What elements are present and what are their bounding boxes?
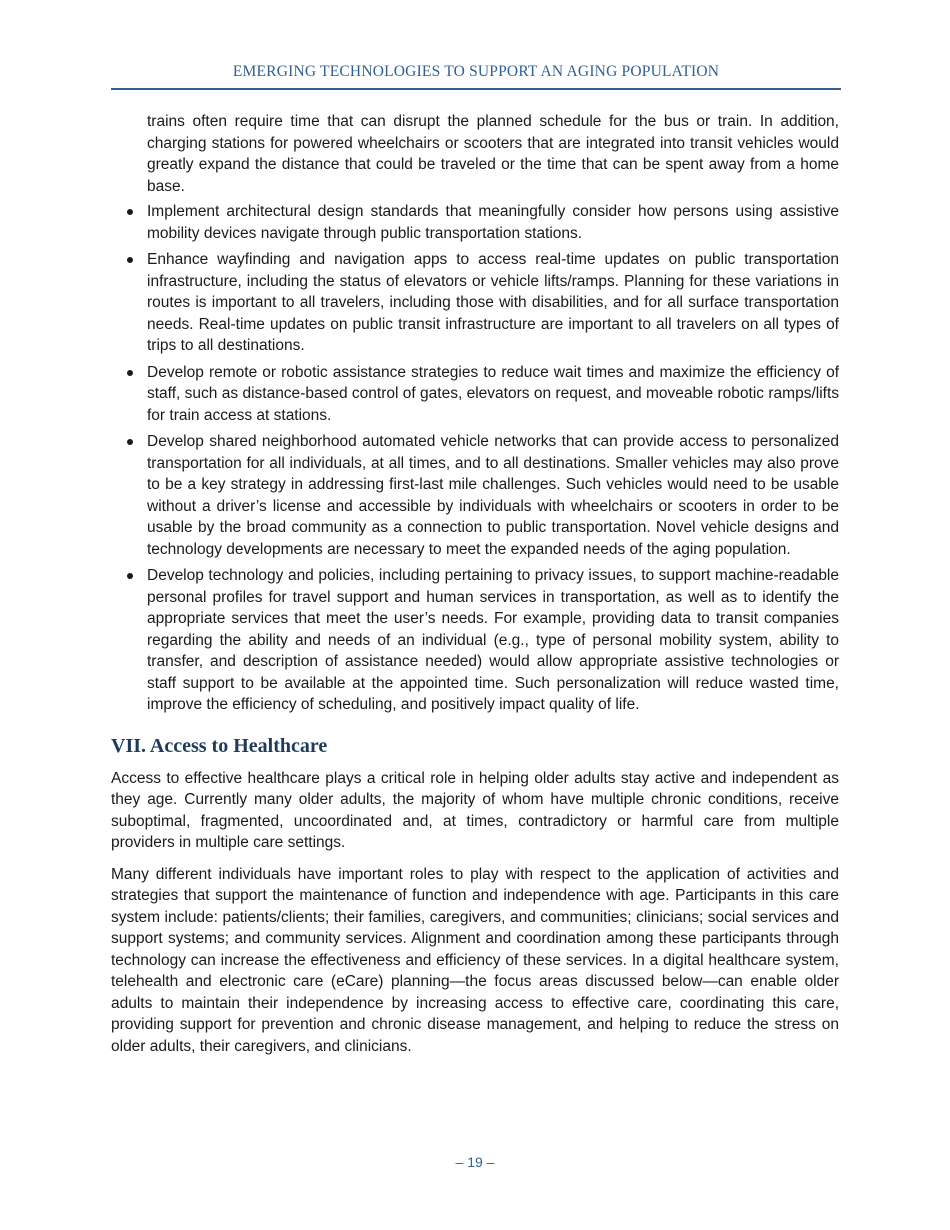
page-content: [111, 111, 839, 1067]
list-item: [111, 201, 839, 244]
page-number: – 19 –: [455, 1154, 495, 1170]
bullet-icon: [127, 439, 133, 445]
body-paragraph: Many different individuals have important roles to play with respect to the application of activities and strategies that support the maintenance of function and independence with age. Participants in this care system include: patients/clients; their families, caregivers, and communities; clinicians; social services and support systems; and community services. Alignment and coordination among these participants through technology can increase the effectiveness and efficiency of these services. In a digital healthcare system, telehealth and electronic care (eCare) planning—the focus areas discussed below—can enable older adults to maintain their independence by increasing access to effective care, coordinating this care, providing support for prevention and chronic disease management, and helping to reduce the stress on older adults, their caregivers, and clinicians.: [111, 865, 839, 1055]
body-paragraph: Access to effective healthcare plays a critical role in helping older adults stay active and independent as they age. Currently many older adults, the majority of whom have multiple chronic conditions, receive suboptimal, fragmented, uncoordinated and, at times, contradictory or harmful care from multiple providers in multiple care settings.: [111, 769, 839, 851]
bullet-icon: [127, 573, 133, 579]
bullet-icon: [127, 370, 133, 376]
list-item-text: Develop remote or robotic assistance strategies to reduce wait times and maximize the efficiency of staff, such as distance-based control of gates, elevators on request, and moveable robotic ramps/lifts for train access at stations.: [147, 363, 839, 424]
list-item-text: Develop technology and policies, including pertaining to privacy issues, to support machine-readable personal profiles for travel support and human services in transportation, as well as to identify the appropriate services that meet the user’s needs. For example, providing data to transit companies regarding the ability and needs of an individual (e.g., type of personal mobility system, ability to transfer, and description of assistance needed) would allow appropriate assistive technologies or staff support to be available at the appointed time. Such personalization will reduce wasted time, improve the efficiency of scheduling, and positively impact quality of life.: [147, 567, 839, 713]
list-item-text: Enhance wayfinding and navigation apps to access real-time updates on public transportation infrastructure, including the status of elevators or vehicle lifts/ramps. Planning for these variations in routes is important to all travelers, including those with disabilities, and for all surface transportation needs. Real-time updates on public transit infrastructure are important to all travelers on all types of trips to all destinations.: [147, 251, 839, 354]
list-item: [111, 431, 839, 560]
bullet-icon: [127, 209, 133, 215]
section-heading: VII. Access to Healthcare: [111, 734, 328, 757]
list-item: [111, 249, 839, 357]
running-header: EMERGING TECHNOLOGIES TO SUPPORT AN AGING POPULATION: [232, 63, 720, 80]
list-item: [111, 362, 839, 427]
list-item-text: Implement architectural design standards that meaningfully consider how persons using assistive mobility devices navigate through public transportation stations.: [147, 203, 839, 242]
recommendation-list: [111, 201, 839, 716]
header-rule: [111, 88, 841, 90]
bullet-icon: [127, 257, 133, 263]
continuation-paragraph: trains often require time that can disrupt the planned schedule for the bus or train. In addition, charging stations for powered wheelchairs or scooters that are integrated into transit vehicles would greatly expand the distance that could be traveled or the time that can be spent away from a home base.: [147, 113, 839, 195]
list-item-text: Develop shared neighborhood automated vehicle networks that can provide access to personalized transportation for all individuals, at all times, and to all destinations. Smaller vehicles may also prove to be a key strategy in addressing first-last mile challenges. Such vehicles would need to be usable without a driver’s license and accessible by individuals with wheelchairs or scooters in order to be usable by the broad community as a connection to public transportation. Novel vehicle designs and technology developments are necessary to meet the expanded needs of the aging population.: [147, 433, 839, 558]
list-item: [111, 565, 839, 716]
